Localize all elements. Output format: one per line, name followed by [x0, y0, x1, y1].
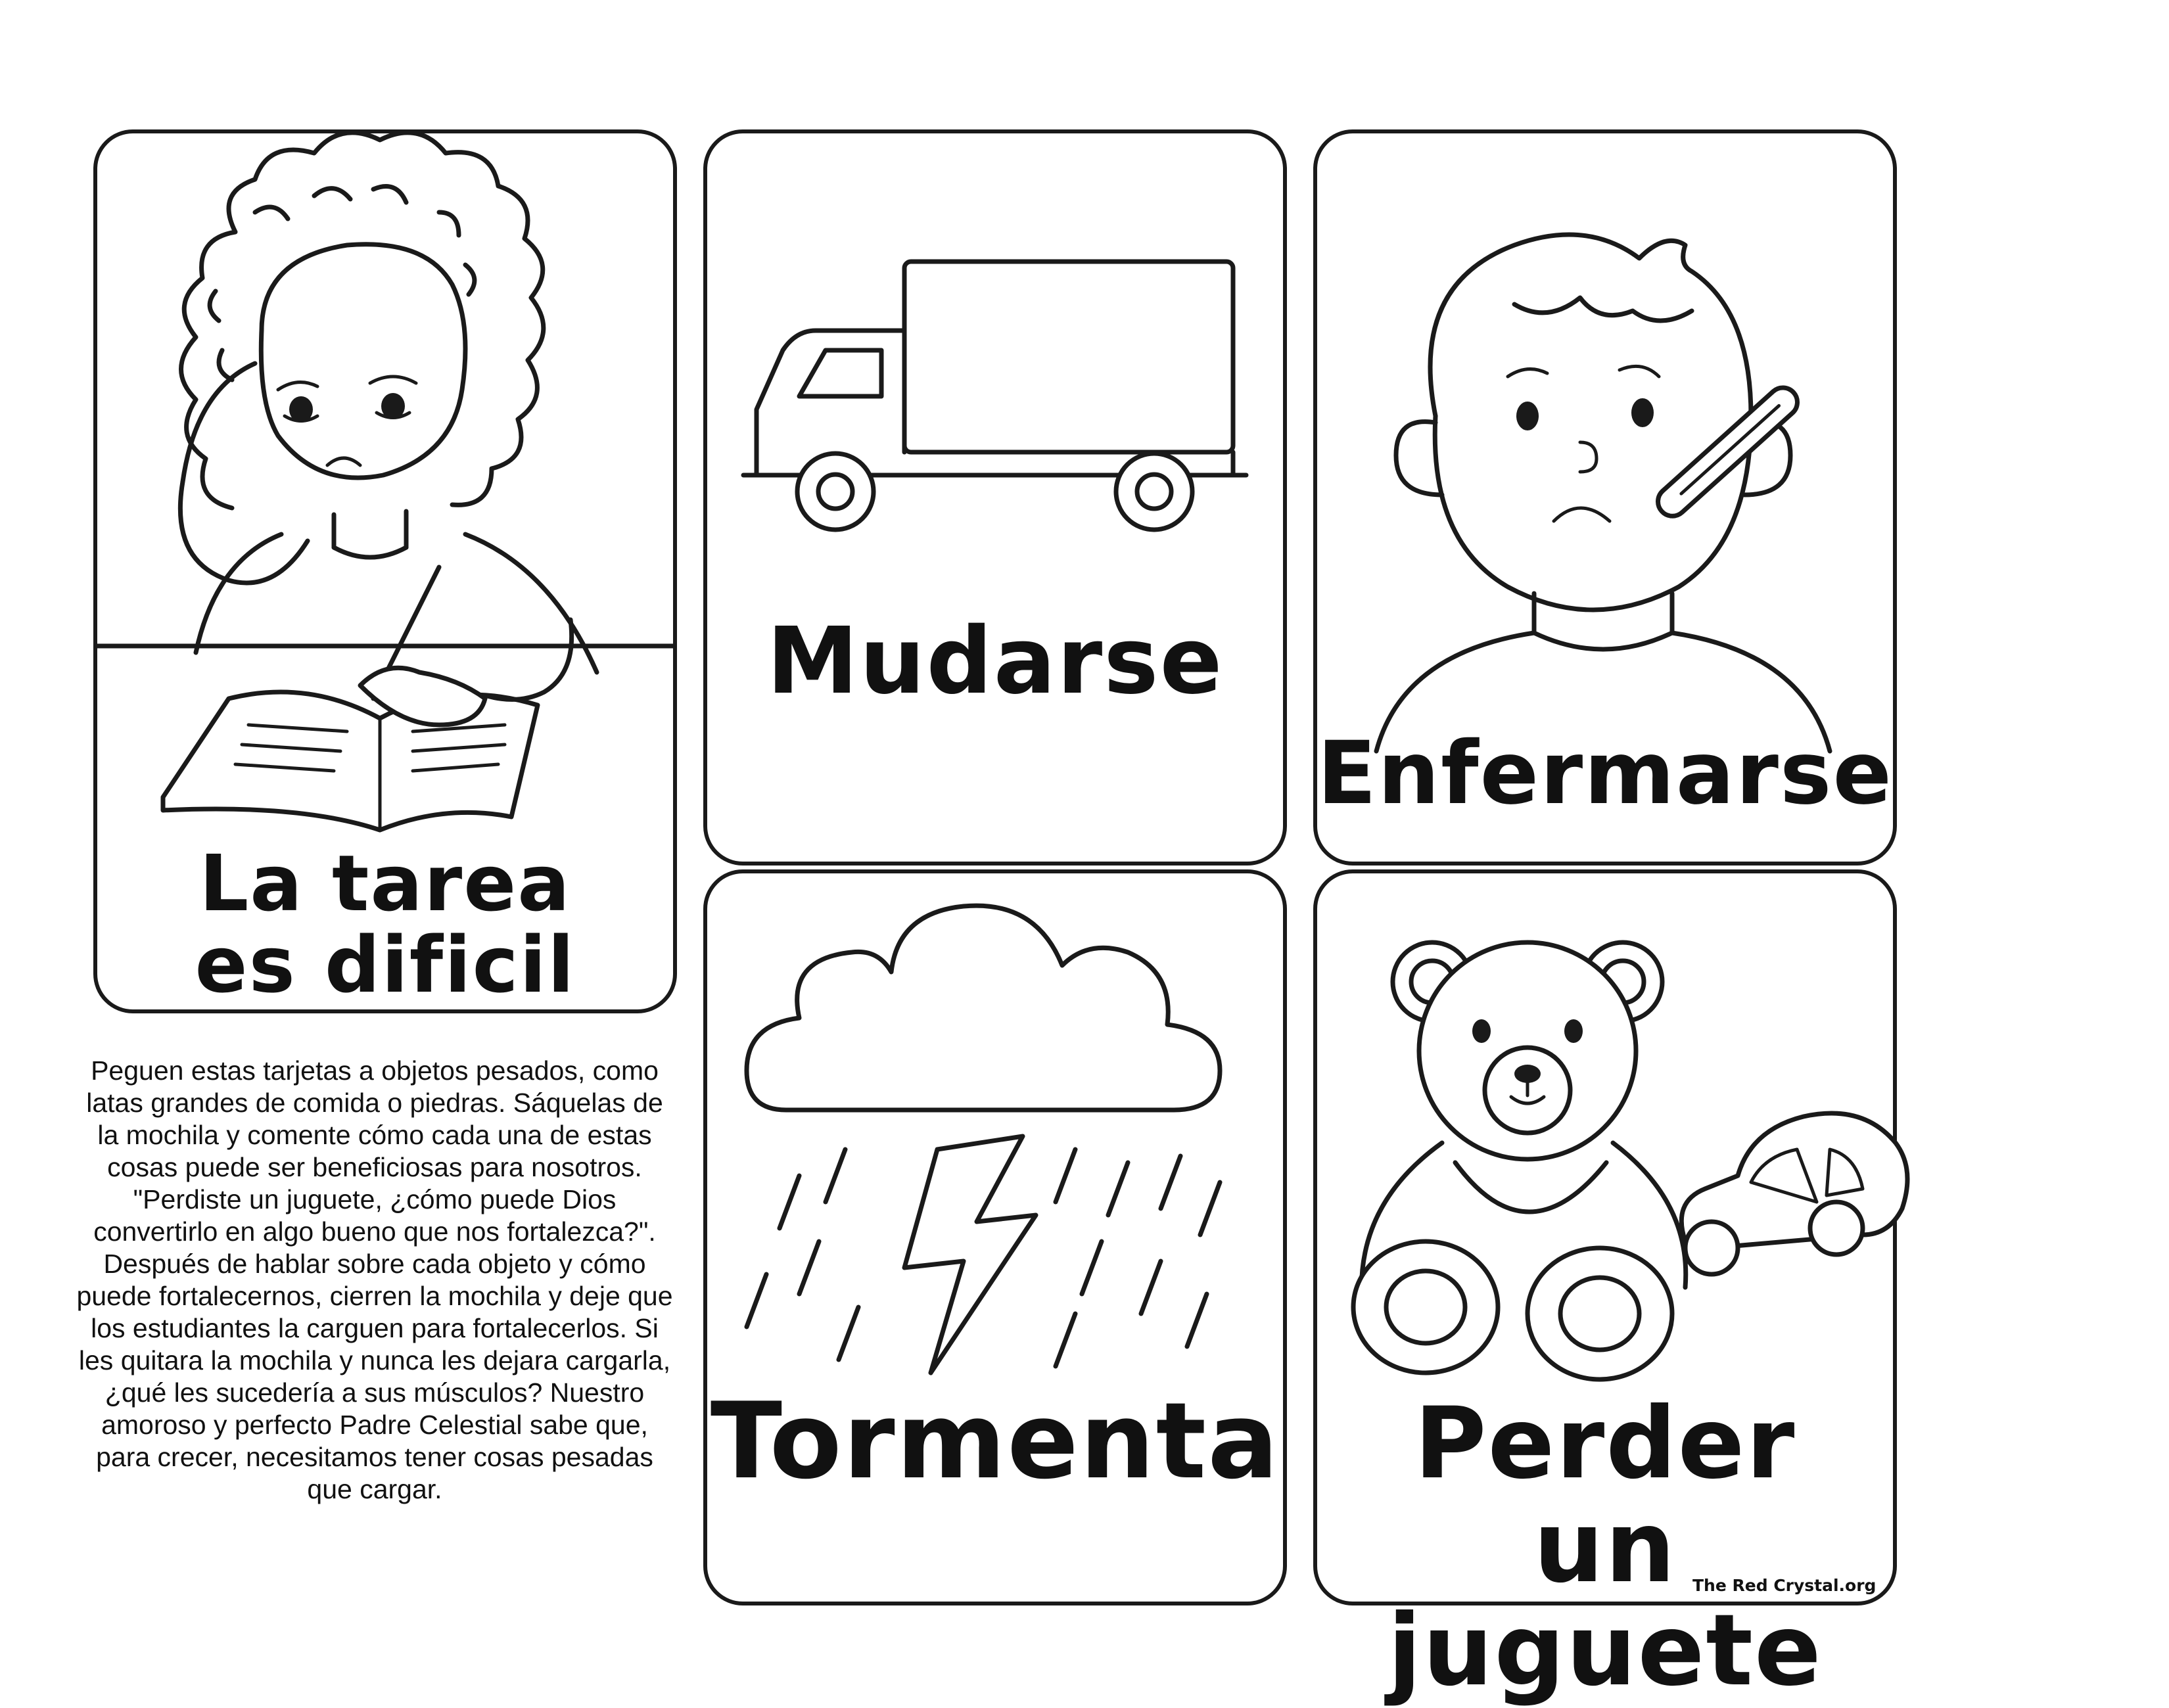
- card-lost-toy: [1313, 869, 1897, 1708]
- card-label: Perder un juguete: [1388, 1387, 1823, 1708]
- card-label: Tormenta: [710, 1379, 1280, 1502]
- card-label: Mudarse: [766, 608, 1224, 715]
- site-credit: The Red Crystal.org: [1692, 1576, 1877, 1595]
- card-sick: [1313, 129, 1897, 866]
- card-storm: [703, 869, 1287, 1605]
- card-label: Enfermarse: [1317, 723, 1894, 824]
- card-label: La tarea es dificil: [195, 838, 576, 1010]
- instructions-text: Peguen estas tarjetas a objetos pesados, como latas grandes de comida o piedras. Sáquelas de la mochila y comente cómo cada una de estas cosas puede ser beneficiosas para nosotros. "Perdiste un juguete, ¿cómo puede Dios convertirlo en algo bueno que nos fortalezca?". Después de hablar sobre cada objeto y cómo puede fortalecernos, cierren la mochila y deje que los estudiantes la carguen para fortalecerlos. Si les quitara la mochila y nunca les dejara cargarla, ¿qué les sucedería a sus músculos? Nuestro amoroso y perfecto Padre Celestial sabe que, para crecer, necesitamos tener cosas pesadas que cargar.: [76, 1055, 673, 1504]
- card-moving: [703, 129, 1287, 866]
- card-homework: [93, 129, 677, 1013]
- moving-truck-icon: [707, 133, 1283, 862]
